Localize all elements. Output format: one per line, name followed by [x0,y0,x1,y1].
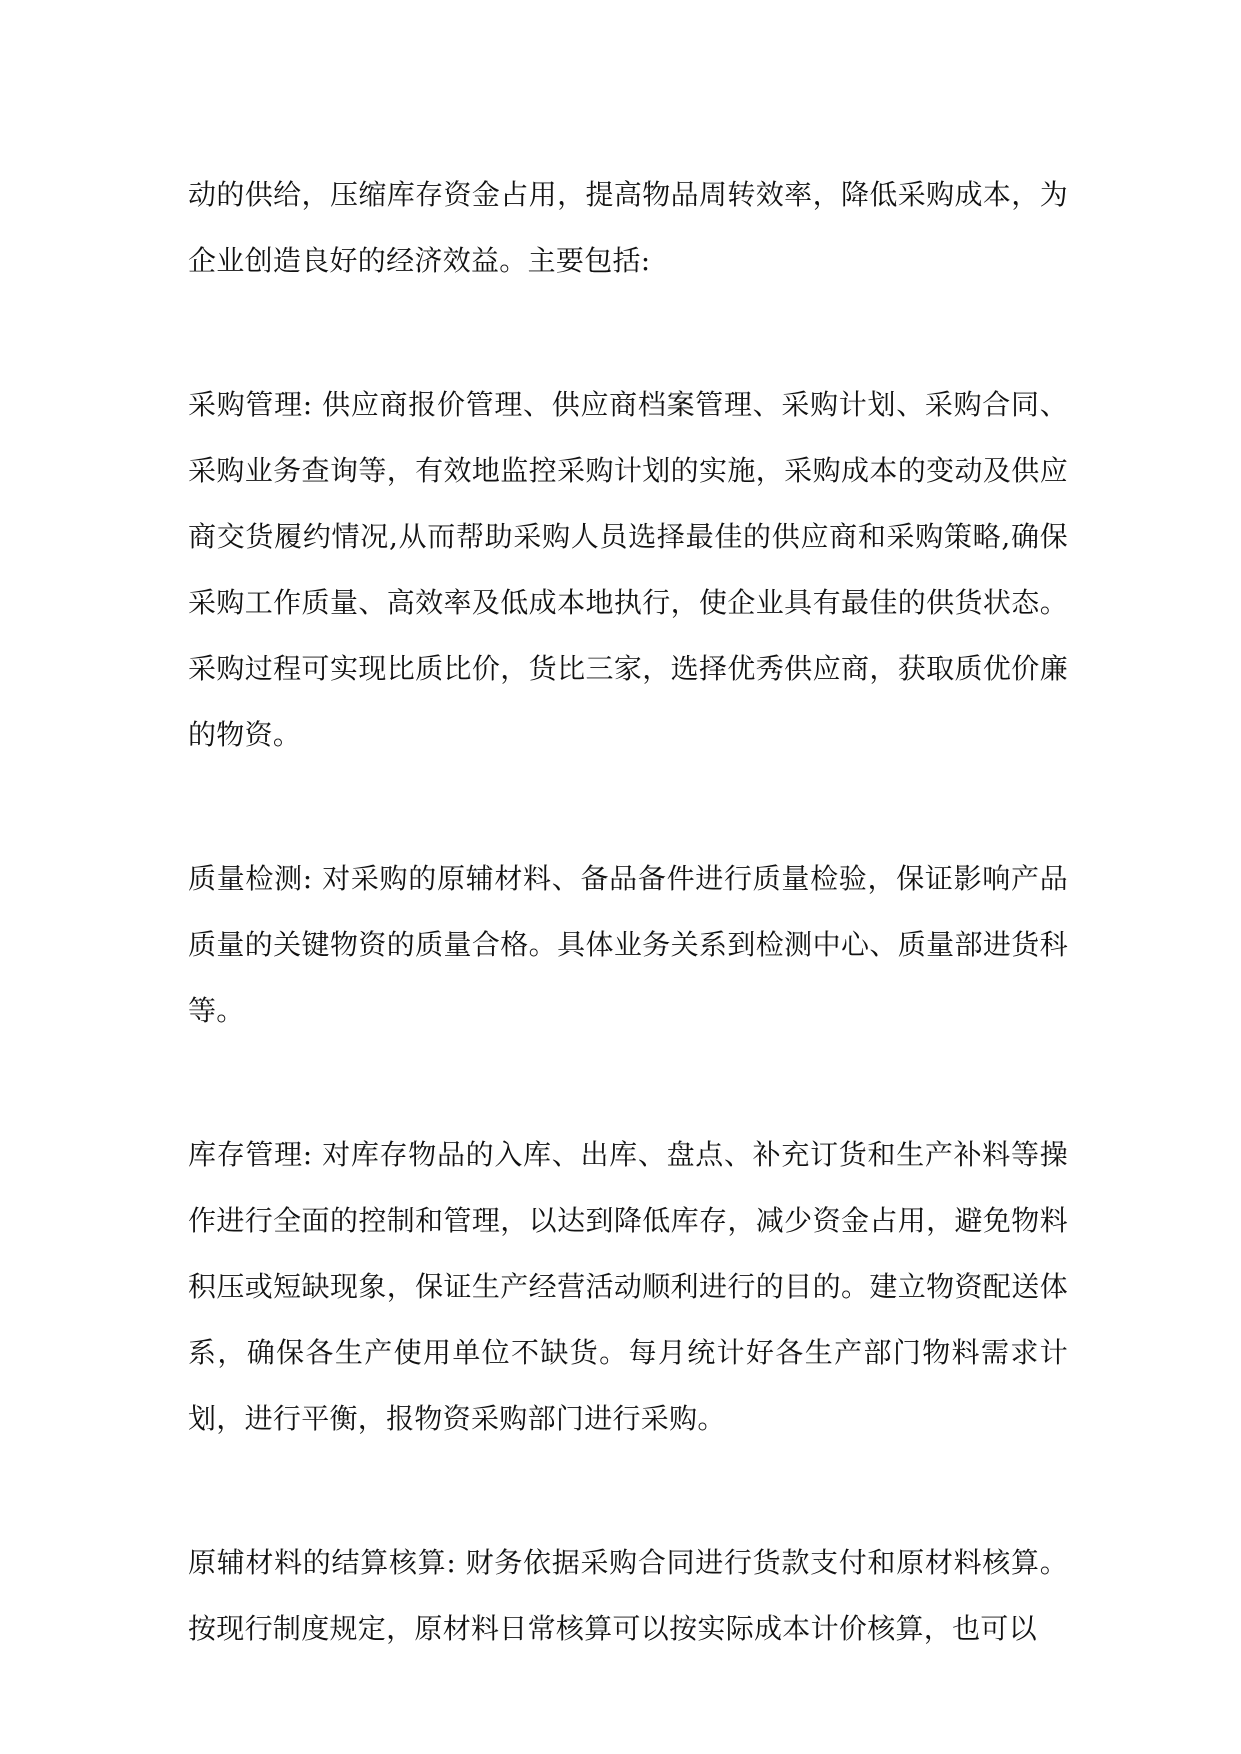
paragraph-inventory-management: 库存管理: 对库存物品的入库、出库、盘点、补充订货和生产补料等操作进行全面的控制和管理，以达到降低库存，减少资金占用，避免物料积压或短缺现象，保证生产经营活动顺利进行的目的。建立物资配送体系，确保各生产使用单位不缺货。每月统计好各生产部门物料需求计划，进行平衡，报物资采购部门进行采购。 [188,1138,1068,1435]
document-body [188,162,1068,1662]
paragraph-procurement-management: 采购管理: 供应商报价管理、供应商档案管理、采购计划、采购合同、采购业务查询等，有效地监控采购计划的实施，采购成本的变动及供应商交货履约情况,从而帮助采购人员选择最佳的供应商和采购策略,确保采购工作质量、高效率及低成本地执行，使企业具有最佳的供货状态。采购过程可实现比质比价，货比三家，选择优秀供应商，获取质优价廉的物资。 [188,388,1068,751]
paragraph-spacer [188,294,1068,372]
paragraph-quality-inspection: 质量检测: 对采购的原辅材料、备品备件进行质量检验，保证影响产品质量的关键物资的质量合格。具体业务关系到检测中心、质量部进货科等。 [188,862,1068,1027]
paragraph-spacer [188,1044,1068,1122]
paragraph-spacer [188,768,1068,846]
paragraph-settlement-accounting: 原辅材料的结算核算: 财务依据采购合同进行货款支付和原材料核算。按现行制度规定，原材料日常核算可以按实际成本计价核算，也可以 [188,1546,1068,1645]
paragraph-spacer [188,1452,1068,1530]
paragraph-intro: 动的供给，压缩库存资金占用，提高物品周转效率，降低采购成本，为企业创造良好的经济效益。主要包括: [188,178,1068,277]
